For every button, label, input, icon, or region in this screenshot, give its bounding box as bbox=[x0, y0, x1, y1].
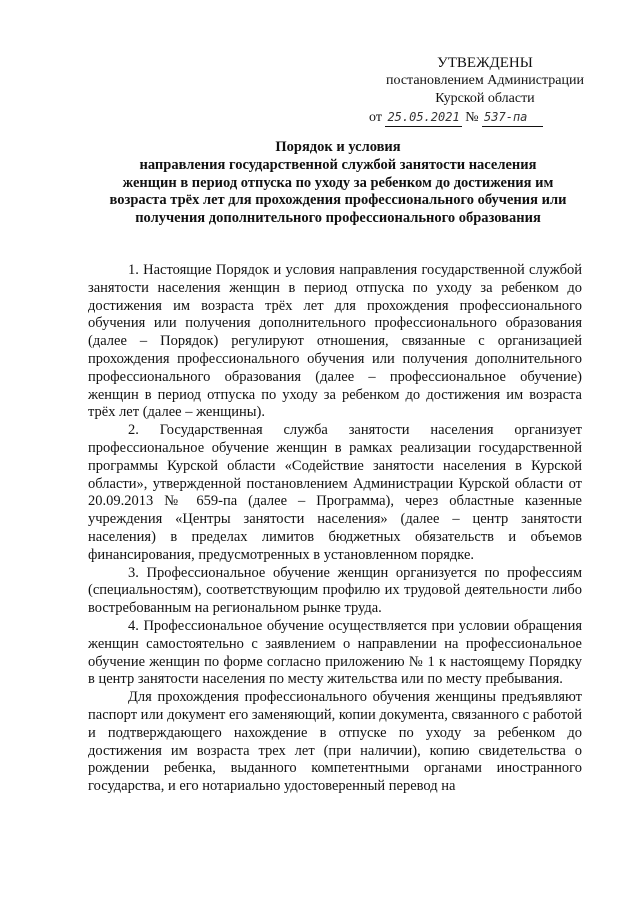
title-line-4: возраста трёх лет для прохождения профессионального обучения или bbox=[109, 192, 567, 209]
title-line-1: Порядок и условия bbox=[275, 139, 401, 155]
number-sign: № bbox=[465, 110, 479, 125]
approval-stamp bbox=[365, 54, 605, 127]
approval-line-2: Курской области bbox=[435, 91, 535, 106]
paragraph-2: 2. Государственная служба занятости населения организует профессиональное обучение женщин в рамках реализации государственной программы Курской области «Содействие занятости населения в Курской области», утвержденной постановлением Администрации Курской области от 20.09.2013 № 659-па (далее – Программа), через областные казенные учреждения «Центры занятости населения» (далее – центр занятости населения) в пределах лимитов бюджетных обязательств и объемов финансирования, предусмотренных в установленном порядке. bbox=[88, 422, 582, 563]
approval-date: 25.05.2021 bbox=[385, 108, 461, 127]
title-line-3: женщин в период отпуска по уходу за ребенком до достижения им bbox=[122, 174, 554, 191]
paragraph-4: 4. Профессиональное обучение осуществляется при условии обращения женщин самостоятельно с заявлением о направлении на профессиональное обучение женщин по форме согласно приложению № 1 к настоящему Порядку в центр занятости населения по месту жительства или по месту пребывания. bbox=[88, 617, 582, 688]
approval-line-1: постановлением Администрации bbox=[386, 73, 584, 88]
date-prefix: от bbox=[369, 110, 382, 125]
document-title bbox=[88, 139, 588, 228]
paragraph-1: 1. Настоящие Порядок и условия направления государственной службой занятости населения женщин в период отпуска по уходу за ребенком до достижения им возраста трёх лет для прохождения профессионального обучения или получения дополнительного профессионального образования (далее – Порядок) регулируют отношения, связанные с организацией прохождения профессионального обучения или получения дополнительного профессионального образования (далее – профессиональное обучение) женщин в период отпуска по уходу за ребенком до достижения им возраста трёх лет (далее – женщины). bbox=[88, 262, 582, 421]
approval-heading: УТВЕЖДЕНЫ bbox=[437, 55, 533, 71]
title-line-5: получения дополнительного профессионального образования bbox=[135, 210, 541, 227]
title-line-2: направления государственной службой занятости населения bbox=[139, 156, 537, 173]
approval-number: 537-па bbox=[482, 108, 543, 127]
paragraph-5: Для прохождения профессионального обучения женщины предъявляют паспорт или документ его заменяющий, копии документа, связанного с работой и подтверждающего нахождение в отпуске по уходу за ребенком до достижения им возраста трех лет (при наличии), копию свидетельства о рождении ребенка, выданного компетентными органами иностранного государства, и его нотариально удостоверенный перевод на bbox=[88, 689, 582, 795]
document-body bbox=[88, 262, 582, 796]
approval-date-line bbox=[365, 108, 605, 127]
paragraph-3: 3. Профессиональное обучение женщин организуется по профессиям (специальностям), соответствующим профилю их трудовой деятельности либо востребованным на региональном рынке труда. bbox=[88, 564, 582, 617]
